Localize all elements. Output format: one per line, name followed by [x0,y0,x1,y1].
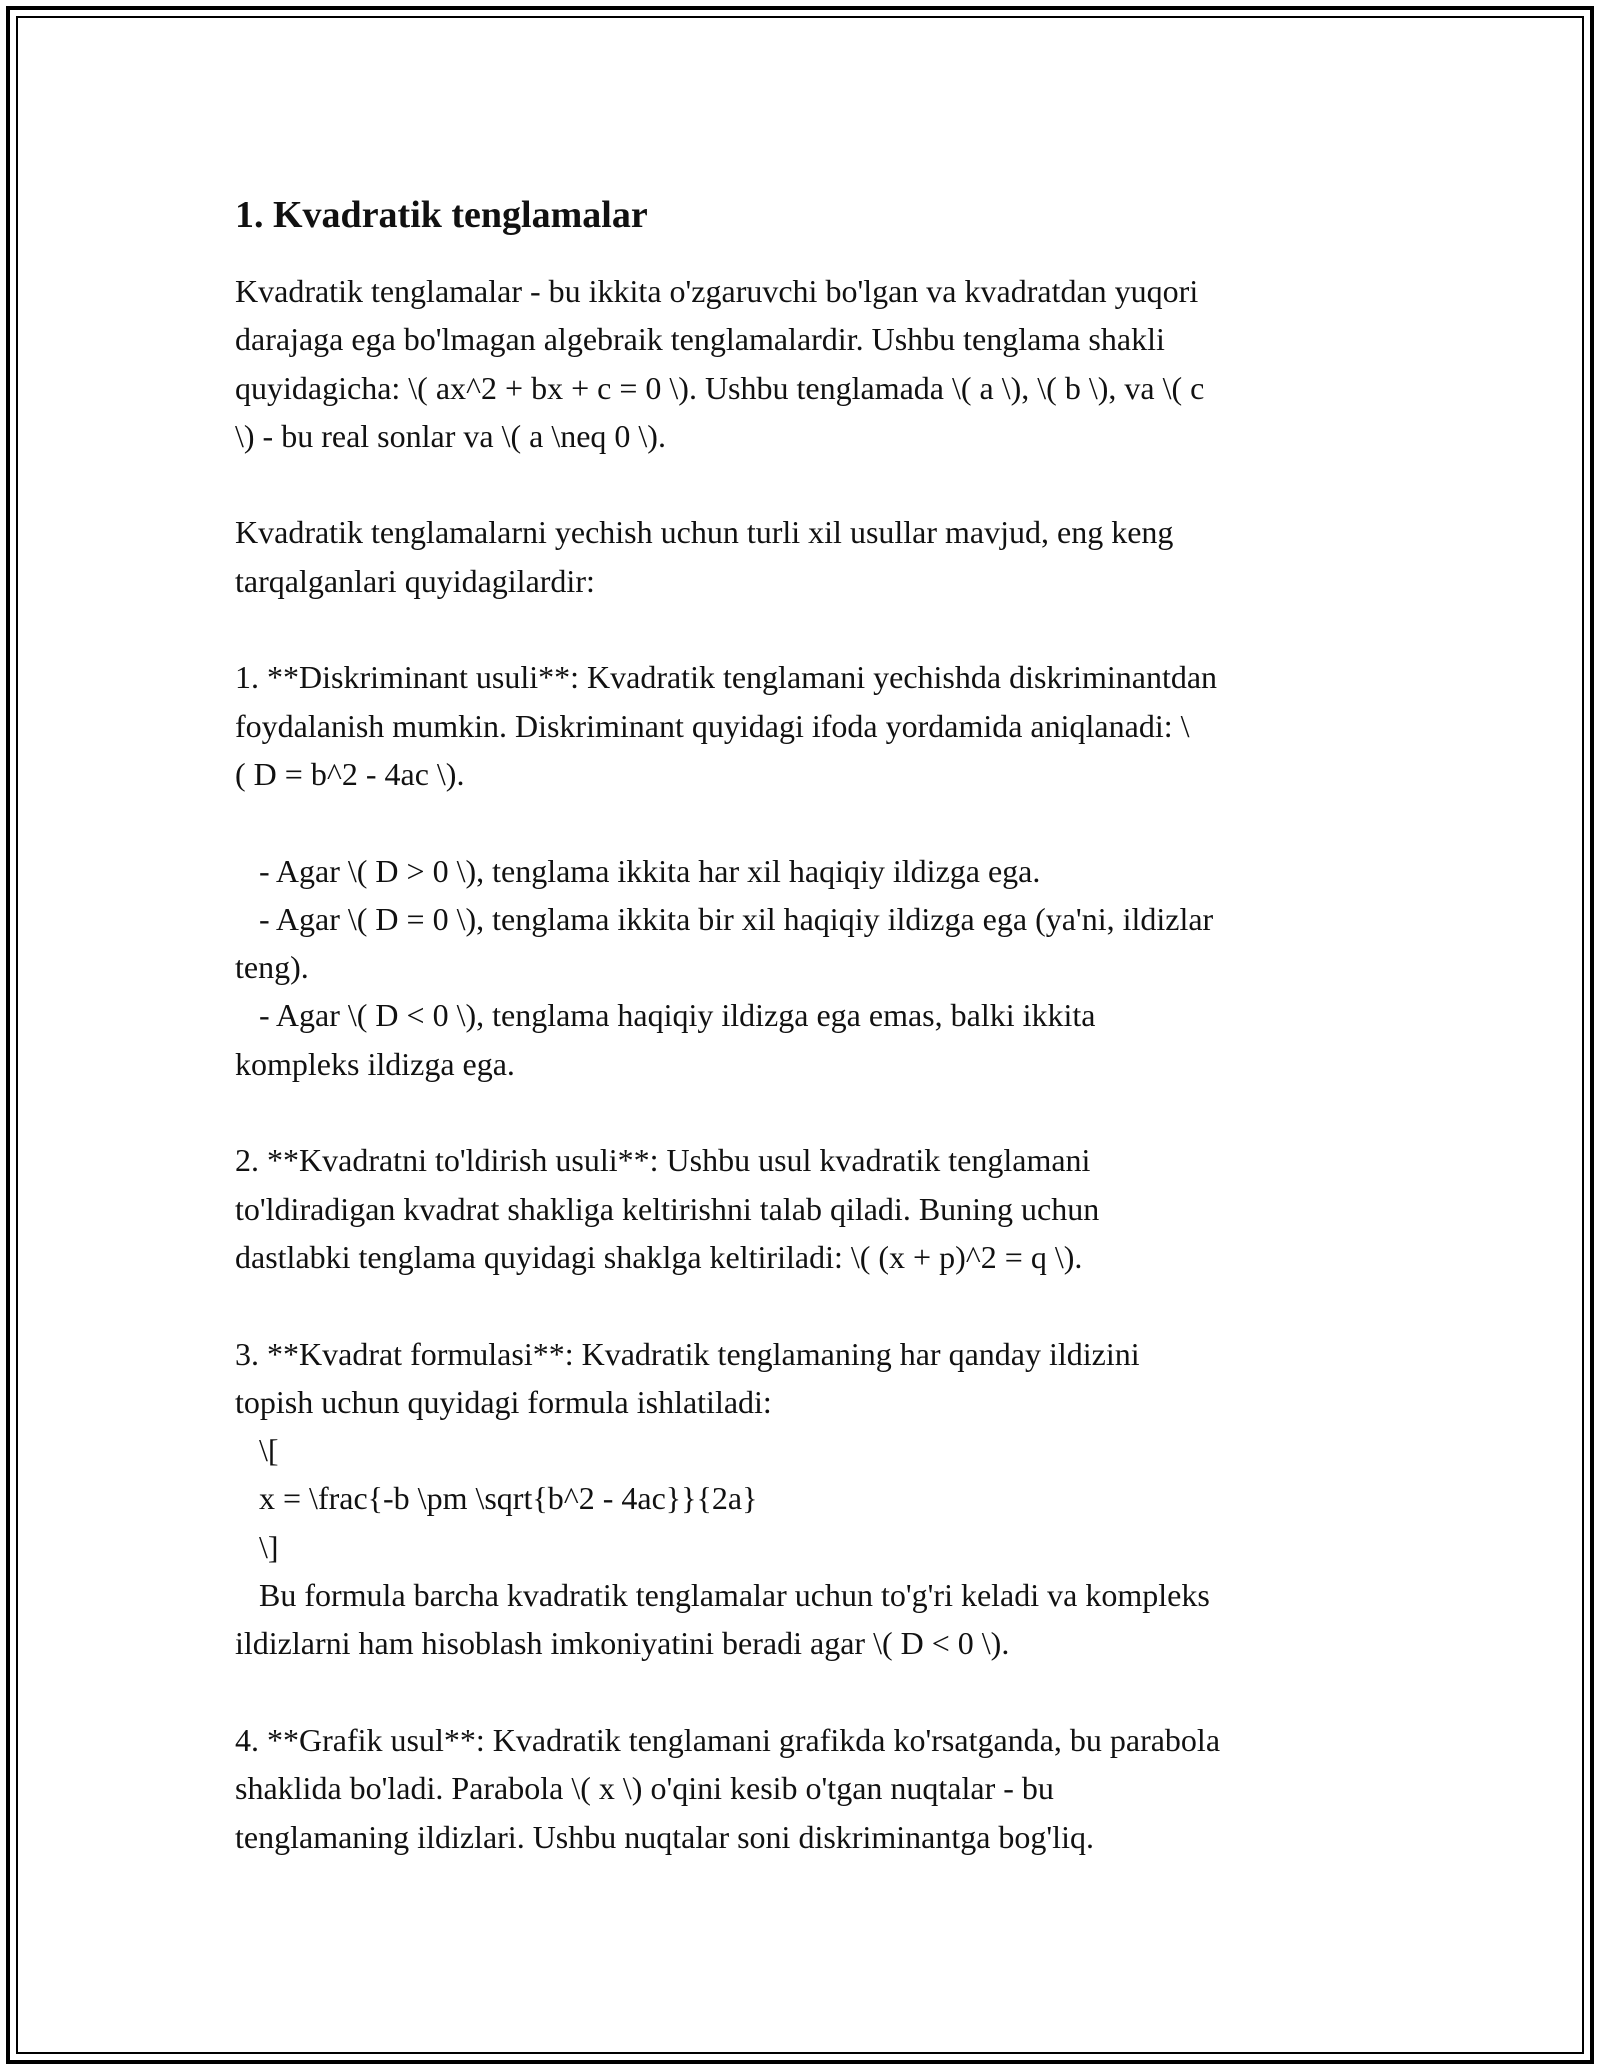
document-content [235,185,1385,1861]
section-body: Kvadratik tenglamalar - bu ikkita o'zgaruvchi bo'lgan va kvadratdan yuqori darajaga ega bo'lmagan algebraik tenglamalardir. Ushbu tenglama shakli quyidagicha: \( ax^2 + bx + c = 0 \). Ushbu tenglamada \( a \), \( b \), va \( c \) - bu real sonlar va \( a \neq 0 \). Kvadratik tenglamalarni yechish uchun turli xil usullar mavjud, eng keng tarqalganlari quyidagilardir: 1. **Diskriminant usuli**: Kvadratik tenglamani yechishda diskriminantdan foydalanish mumkin. Diskriminant quyidagi ifoda yordamida aniqlanadi: \ ( D = b^2 - 4ac \). - Agar \( D > 0 \), tenglama ikkita har xil haqiqiy ildizga ega. - Agar \( D = 0 \), tenglama ikkita bir xil haqiqiy ildizga ega (ya'ni, ildizlar teng). - Agar \( D < 0 \), tenglama haqiqiy ildizga ega emas, balki ikkita kompleks ildizga ega. 2. **Kvadratni to'ldirish usuli**: Ushbu usul kvadratik tenglamani to'ldiradigan kvadrat shakliga keltirishni talab qiladi. Buning uchun dastlabki tenglama quyidagi shaklga keltiriladi: \( (x + p)^2 = q \). 3. **Kvadrat formulasi**: Kvadratik tenglamaning har qanday ildizini topish uchun quyidagi formula ishlatiladi: \[ x = \frac{-b \pm \sqrt{b^2 - 4ac}}{2a} \] Bu formula barcha kvadratik tenglamalar uchun to'g'ri keladi va kompleks ildizlarni ham hisoblash imkoniyatini beradi agar \( D < 0 \). 4. **Grafik usul**: Kvadratik tenglamani grafikda ko'rsatganda, bu parabola shaklida bo'ladi. Parabola \( x \) o'qini kesib o'tgan nuqtalar - bu tenglamaning ildizlari. Ushbu nuqtalar soni diskriminantga bog'liq. [235,273,1221,1855]
section-title: 1. Kvadratik tenglamalar [235,194,648,236]
